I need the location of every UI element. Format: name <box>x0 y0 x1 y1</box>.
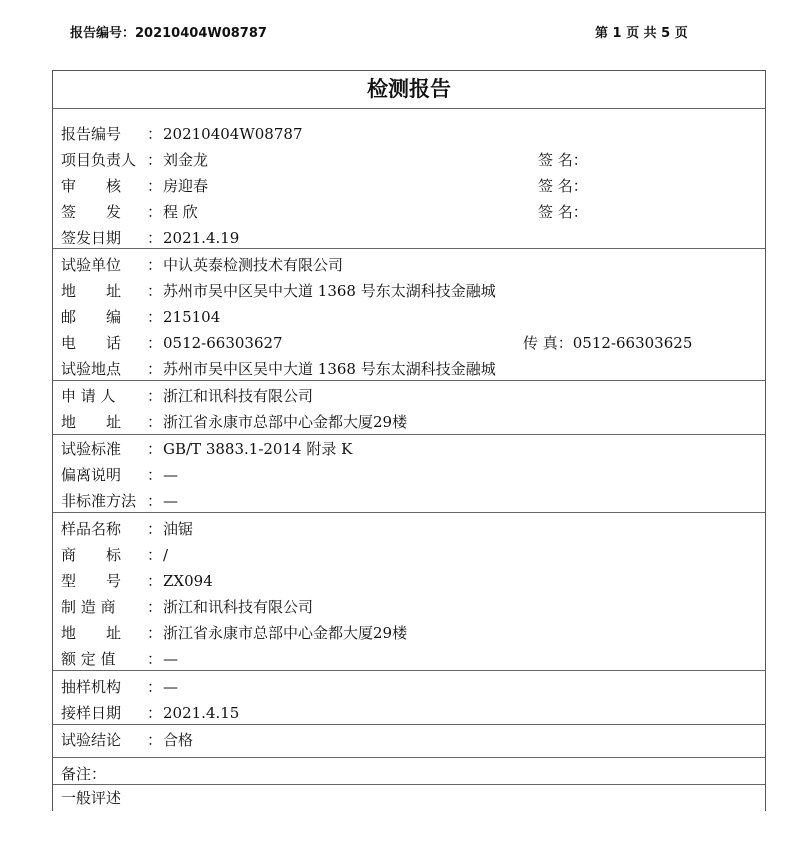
section-test-standard <box>53 435 765 513</box>
field-value: GB/T 3883.1-2014 附录 K <box>163 440 353 458</box>
field-row <box>53 700 765 726</box>
field-row <box>53 488 765 514</box>
field-row <box>53 356 765 382</box>
colon: ： <box>147 282 163 300</box>
field-label: 一般评述 <box>61 789 122 807</box>
page-indicator: 第 1 页 共 5 页 <box>595 26 688 41</box>
field-row <box>53 761 765 787</box>
field-value: 2021.4.15 <box>163 704 240 722</box>
colon: ： <box>147 229 163 247</box>
colon: ： <box>147 624 163 642</box>
field-row <box>53 568 765 594</box>
field-value: — <box>163 466 178 484</box>
field-label: 额 定 值 <box>61 650 116 668</box>
field-label: 型 号 <box>61 572 122 590</box>
section-conclusion <box>53 725 765 758</box>
field-label: 接样日期 <box>61 704 122 722</box>
field-label: 制 造 商 <box>61 598 116 616</box>
field-label: 样品名称 <box>61 520 122 538</box>
field-label: 电 话 <box>61 334 122 352</box>
colon: ： <box>147 203 163 221</box>
field-label: 签 发 <box>61 203 122 221</box>
field-row <box>53 785 765 811</box>
field-label: 抽样机构 <box>61 678 122 696</box>
colon: ： <box>147 360 163 378</box>
colon: ： <box>147 572 163 590</box>
field-value: 程 欣 <box>163 203 198 221</box>
field-label: 试验结论 <box>61 731 122 749</box>
field-row <box>53 199 765 225</box>
field-label: 偏离说明 <box>61 466 122 484</box>
section-applicant <box>53 381 765 435</box>
field-row <box>53 594 765 620</box>
field-label: 审 核 <box>61 177 122 195</box>
field-row <box>53 674 765 700</box>
field-value: 苏州市吴中区吴中大道 1368 号东太湖科技金融城 <box>163 360 496 378</box>
field-row <box>53 383 765 409</box>
colon: ： <box>147 308 163 326</box>
field-value: 20210404W08787 <box>163 125 303 143</box>
signature-field: 签 名： <box>538 203 588 221</box>
field-label: 试验单位 <box>61 256 122 274</box>
field-row <box>53 304 765 330</box>
section-signatories <box>53 109 765 249</box>
field-label: 试验地点 <box>61 360 122 378</box>
field-row <box>53 462 765 488</box>
colon: ： <box>147 177 163 195</box>
field-value: 苏州市吴中区吴中大道 1368 号东太湖科技金融城 <box>163 282 496 300</box>
colon: ： <box>147 678 163 696</box>
report-title: 检测报告 <box>53 71 765 109</box>
field-label: 备注： <box>61 765 107 783</box>
section-sample-info <box>53 513 765 671</box>
colon: ： <box>147 650 163 668</box>
field-row <box>53 278 765 304</box>
field-label: 地 址 <box>61 282 122 300</box>
section-sampling <box>53 671 765 725</box>
field-value: 215104 <box>163 308 221 326</box>
field-label: 非标准方法 <box>61 492 137 510</box>
colon: ： <box>147 704 163 722</box>
field-row <box>53 252 765 278</box>
signature-field: 签 名： <box>538 177 588 195</box>
field-value: 浙江省永康市总部中心金都大厦29楼 <box>163 624 408 642</box>
field-label: 商 标 <box>61 546 122 564</box>
field-label: 地 址 <box>61 624 122 642</box>
colon: ： <box>147 334 163 352</box>
field-value: 中认英泰检测技术有限公司 <box>163 256 344 274</box>
field-row <box>53 225 765 251</box>
section-general-review <box>53 785 765 845</box>
colon: ： <box>147 387 163 405</box>
field-value: — <box>163 678 178 696</box>
colon: ： <box>147 413 163 431</box>
field-row <box>53 727 765 753</box>
colon: ： <box>147 440 163 458</box>
field-value: 浙江和讯科技有限公司 <box>163 387 314 405</box>
field-value: 浙江和讯科技有限公司 <box>163 598 314 616</box>
field-value: 0512-66303627 <box>163 334 283 352</box>
field-value: 合格 <box>163 731 194 749</box>
section-testing-lab <box>53 249 765 381</box>
field-row <box>53 646 765 672</box>
colon: ： <box>147 466 163 484</box>
field-row <box>53 516 765 542</box>
field-value: 油锯 <box>163 520 194 538</box>
field-row <box>53 121 765 147</box>
colon: ： <box>147 598 163 616</box>
field-value: 房迎春 <box>163 177 209 195</box>
field-row <box>53 147 765 173</box>
colon: ： <box>147 731 163 749</box>
field-label: 签发日期 <box>61 229 122 247</box>
field-value: ZX094 <box>163 572 213 590</box>
field-label: 申 请 人 <box>61 387 116 405</box>
field-value: 2021.4.19 <box>163 229 240 247</box>
field-value: 浙江省永康市总部中心金都大厦29楼 <box>163 413 408 431</box>
field-row <box>53 409 765 435</box>
colon: ： <box>147 151 163 169</box>
field-value: 刘金龙 <box>163 151 209 169</box>
field-row <box>53 620 765 646</box>
report-table <box>52 70 766 811</box>
field-row <box>53 542 765 568</box>
colon: ： <box>147 256 163 274</box>
field-row <box>53 173 765 199</box>
section-remarks <box>53 758 765 785</box>
fax-field: 传 真：0512-66303625 <box>523 334 693 352</box>
field-label: 项目负责人 <box>61 151 137 169</box>
colon: ： <box>147 125 163 143</box>
field-label: 邮 编 <box>61 308 122 326</box>
field-value: — <box>163 492 178 510</box>
field-value: / <box>163 546 169 564</box>
header-report-number: 报告编号：20210404W08787 <box>70 26 267 41</box>
signature-field: 签 名： <box>538 151 588 169</box>
colon: ： <box>147 546 163 564</box>
field-row <box>53 436 765 462</box>
colon: ： <box>147 520 163 538</box>
field-label: 报告编号 <box>61 125 122 143</box>
field-value: — <box>163 650 178 668</box>
field-row <box>53 330 765 356</box>
field-label: 地 址 <box>61 413 122 431</box>
field-label: 试验标准 <box>61 440 122 458</box>
colon: ： <box>147 492 163 510</box>
